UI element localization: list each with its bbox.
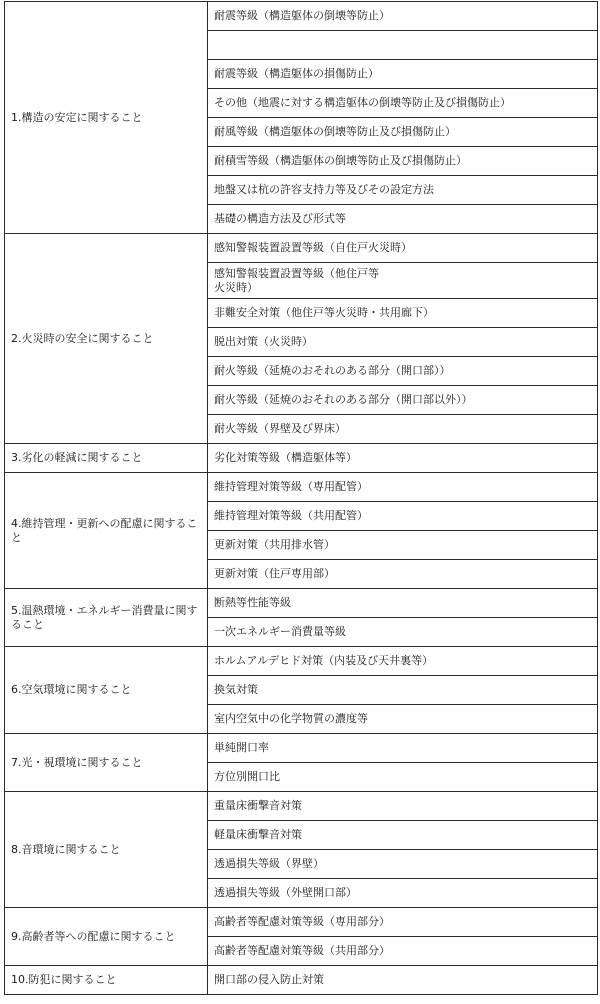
table-row [5, 473, 598, 502]
table-row [5, 908, 598, 937]
table-row [5, 734, 598, 763]
table-row [5, 647, 598, 676]
item-cell: 耐火等級（界壁及び界床） [208, 415, 598, 444]
category-cell: 1.構造の安定に関すること [5, 2, 208, 234]
category-cell: 4.維持管理・更新への配慮に関すること [5, 473, 208, 589]
item-cell: 耐火等級（延焼のおそれのある部分（開口部）） [208, 357, 598, 386]
item-cell: 室内空気中の化学物質の濃度等 [208, 705, 598, 734]
item-cell: 透過損失等級（界壁） [208, 850, 598, 879]
item-cell: 基礎の構造方法及び形式等 [208, 205, 598, 234]
item-cell: 脱出対策（火災時） [208, 328, 598, 357]
category-cell: 2.火災時の安全に関すること [5, 234, 208, 444]
item-cell: 軽量床衝撃音対策 [208, 821, 598, 850]
item-cell: 感知警報装置設置等級（自住戸火災時） [208, 234, 598, 263]
item-cell: 耐震等級（構造躯体の損傷防止） [208, 60, 598, 89]
item-cell: 単純開口率 [208, 734, 598, 763]
item-cell: 高齢者等配慮対策等級（専用部分） [208, 908, 598, 937]
item-cell: 地盤又は杭の許容支持力等及びその設定方法 [208, 176, 598, 205]
item-cell: 透過損失等級（外壁開口部） [208, 879, 598, 908]
performance-items-table [4, 1, 598, 995]
item-cell: 維持管理対策等級（共用配管） [208, 502, 598, 531]
category-cell: 3.劣化の軽減に関すること [5, 444, 208, 473]
category-cell: 10.防犯に関すること [5, 966, 208, 995]
category-cell: 5.温熱環境・エネルギー消費量に関すること [5, 589, 208, 647]
item-cell: 断熱等性能等級 [208, 589, 598, 618]
item-cell: 方位別開口比 [208, 763, 598, 792]
item-cell [208, 31, 598, 60]
table-row [5, 792, 598, 821]
item-cell: 一次エネルギー消費量等級 [208, 618, 598, 647]
table-body [5, 2, 598, 995]
item-cell: その他（地震に対する構造躯体の倒壊等防止及び損傷防止） [208, 89, 598, 118]
item-cell: 換気対策 [208, 676, 598, 705]
item-cell: 開口部の侵入防止対策 [208, 966, 598, 995]
table-row [5, 589, 598, 618]
table-row [5, 966, 598, 995]
item-cell: 更新対策（共用排水管） [208, 531, 598, 560]
category-cell: 8.音環境に関すること [5, 792, 208, 908]
item-cell: 耐積雪等級（構造躯体の倒壊等防止及び損傷防止） [208, 147, 598, 176]
table-row [5, 234, 598, 263]
item-cell: 更新対策（住戸専用部） [208, 560, 598, 589]
item-cell: 非難安全対策（他住戸等火災時・共用廊下） [208, 299, 598, 328]
table-row [5, 2, 598, 31]
item-cell: ホルムアルデヒド対策（内装及び天井裏等） [208, 647, 598, 676]
item-cell: 耐震等級（構造躯体の倒壊等防止） [208, 2, 598, 31]
item-cell: 耐火等級（延焼のおそれのある部分（開口部以外）） [208, 386, 598, 415]
category-cell: 7.光・視環境に関すること [5, 734, 208, 792]
category-cell: 6.空気環境に関すること [5, 647, 208, 734]
item-cell: 高齢者等配慮対策等級（共用部分） [208, 937, 598, 966]
item-cell: 感知警報装置設置等級（他住戸等 火災時） [208, 263, 598, 299]
table-row [5, 444, 598, 473]
item-cell: 維持管理対策等級（専用配管） [208, 473, 598, 502]
item-cell: 劣化対策等級（構造躯体等） [208, 444, 598, 473]
item-cell: 重量床衝撃音対策 [208, 792, 598, 821]
item-cell: 耐風等級（構造躯体の倒壊等防止及び損傷防止） [208, 118, 598, 147]
category-cell: 9.高齢者等への配慮に関すること [5, 908, 208, 966]
